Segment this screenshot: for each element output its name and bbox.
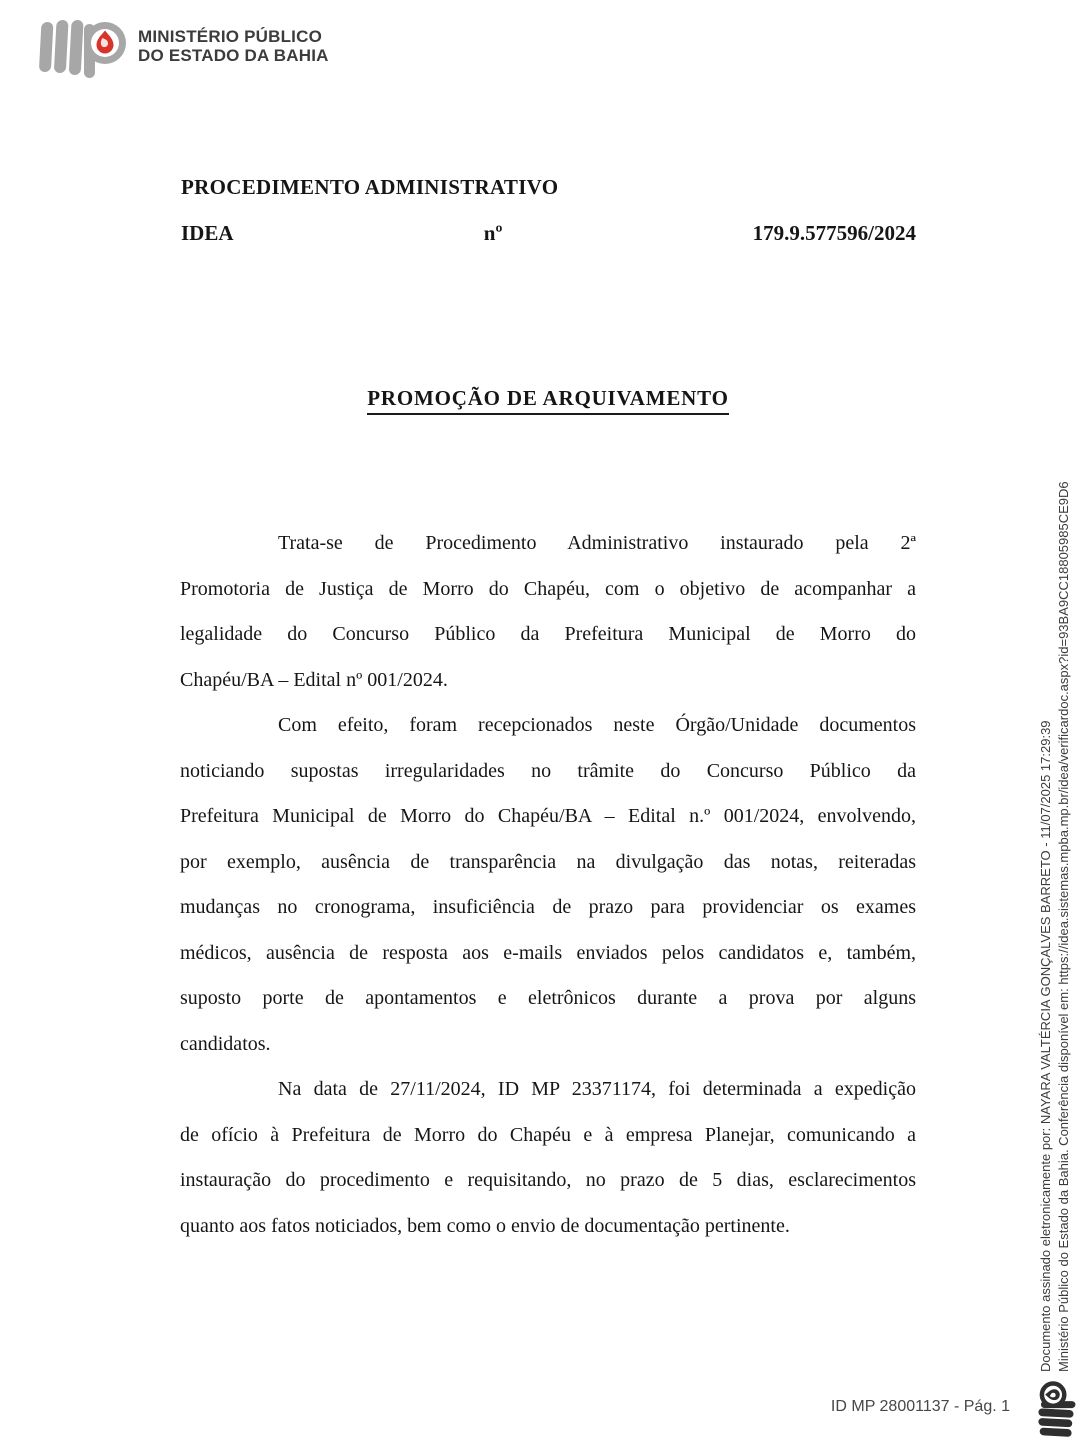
case-number: 179.9.577596/2024 <box>752 221 916 245</box>
body-text-line: candidatos. <box>180 1032 271 1055</box>
body-text-line: médicos, ausência de resposta aos e-mails enviados pelos candidatos e, também, <box>180 941 916 964</box>
body-text-line: suposto porte de apontamentos e eletrônicos durante a prova por alguns <box>180 987 916 1009</box>
body-text-line: Promotoria de Justiça de Morro do Chapéu, com o objetivo de acompanhar a <box>180 577 916 600</box>
body-text-line: de ofício à Prefeitura de Morro do Chapéu e à empresa Planejar, comunicando a <box>180 1123 916 1146</box>
mpba-logo-icon <box>34 12 128 80</box>
body-text-line: mudanças no cronograma, insuficiência de prazo para providenciar os exames <box>180 896 916 918</box>
page-id-footer: ID MP 28001137 - Pág. 1 <box>830 1398 1010 1415</box>
idea-label: IDEA <box>181 221 234 245</box>
signature-line: Documento assinado eletronicamente por: NAYARA VALTÉRCIA GONÇALVES BARRETO - 11/07/2025 17:29:39 <box>1037 720 1053 1372</box>
body-text-line: instauração do procedimento e requisitando, no prazo de 5 dias, esclarecimentos <box>180 1169 916 1191</box>
org-name-line2: DO ESTADO DA BAHIA <box>138 46 329 65</box>
verification-line: Ministério Público do Estado da Bahia. Conferência disponível em: https://idea.sistemas.mpba.mp.br/idea/verificardoc.aspx?id=93BA9CC18805985CE9D6 <box>1056 481 1071 1372</box>
document-body <box>180 521 916 1249</box>
title-row <box>180 386 916 415</box>
document-title: PROMOÇÃO DE ARQUIVAMENTO <box>367 386 728 415</box>
body-text-line: Com efeito, foram recepcionados neste Órgão/Unidade documentos <box>278 714 916 736</box>
body-text-line: legalidade do Concurso Público da Prefeitura Municipal de Morro do <box>180 623 916 645</box>
doc-type-heading: PROCEDIMENTO ADMINISTRATIVO <box>181 175 559 199</box>
signature-sidebar <box>1032 365 1078 1440</box>
body-text-line: quanto aos fatos noticiados, bem como o envio de documentação pertinente. <box>180 1214 790 1237</box>
body-text-line: noticiando supostas irregularidades no trâmite do Concurso Público da <box>180 759 916 782</box>
body-text-line: Trata-se de Procedimento Administrativo instaurado pela 2ª <box>278 532 916 554</box>
body-text-line: Prefeitura Municipal de Morro do Chapéu/BA – Edital n.º 001/2024, envolvendo, <box>180 805 916 827</box>
org-name-line1: MINISTÉRIO PÚBLICO <box>138 27 322 46</box>
mpba-logo-small-icon <box>1033 1380 1077 1440</box>
body-text-line: Na data de 27/11/2024, ID MP 23371174, foi determinada a expedição <box>278 1078 916 1100</box>
number-symbol: nº <box>483 221 503 245</box>
body-text-line: por exemplo, ausência de transparência na divulgação das notas, reiteradas <box>180 850 916 873</box>
body-text-line: Chapéu/BA – Edital nº 001/2024. <box>180 668 448 691</box>
header-brand <box>34 12 329 80</box>
doc-number-row <box>181 221 916 246</box>
